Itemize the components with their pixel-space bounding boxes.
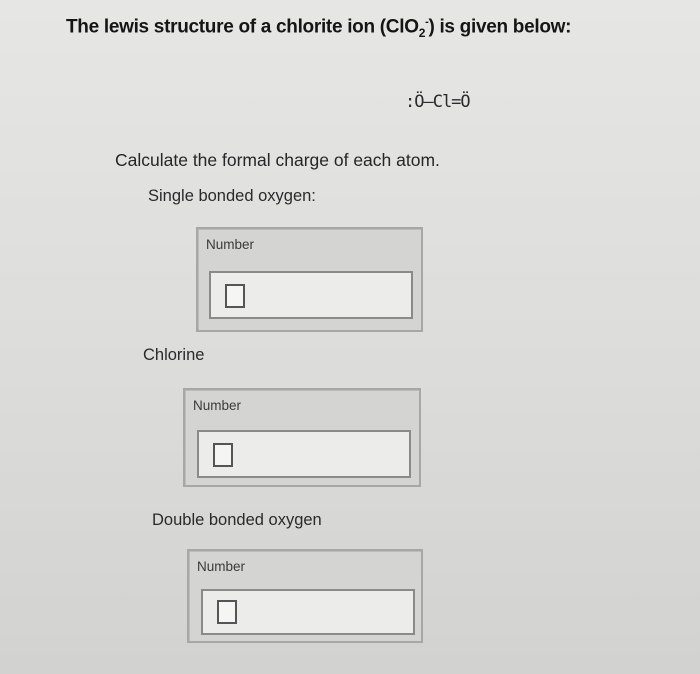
double-oxygen-label: Double bonded oxygen — [152, 511, 322, 529]
title-subscript: 2 — [418, 26, 426, 41]
single-oxygen-label: Single bonded oxygen: — [148, 187, 316, 205]
question-title — [66, 16, 571, 40]
title-suffix: ) is given below: — [428, 16, 572, 38]
instruction-text: Calculate the formal charge of each atom. — [115, 150, 440, 170]
chlorine-answer-box — [183, 388, 421, 487]
chlorine-number-input[interactable] — [197, 430, 411, 478]
input-cursor-icon — [225, 284, 245, 308]
number-header: Number — [206, 237, 255, 252]
number-header: Number — [193, 398, 242, 413]
lewis-structure: :Ö—Cl=Ö — [405, 92, 470, 112]
chlorine-label: Chlorine — [143, 346, 205, 364]
title-prefix: The lewis structure of a chlorite ion (ClO — [66, 16, 419, 38]
input-cursor-icon — [213, 443, 233, 467]
single-oxygen-number-input[interactable] — [209, 271, 413, 319]
title-superscript: - — [425, 16, 429, 28]
single-oxygen-answer-box — [196, 227, 423, 332]
number-header: Number — [197, 559, 246, 574]
double-oxygen-number-input[interactable] — [201, 589, 415, 635]
input-cursor-icon — [217, 600, 237, 624]
double-oxygen-answer-box — [187, 549, 423, 643]
